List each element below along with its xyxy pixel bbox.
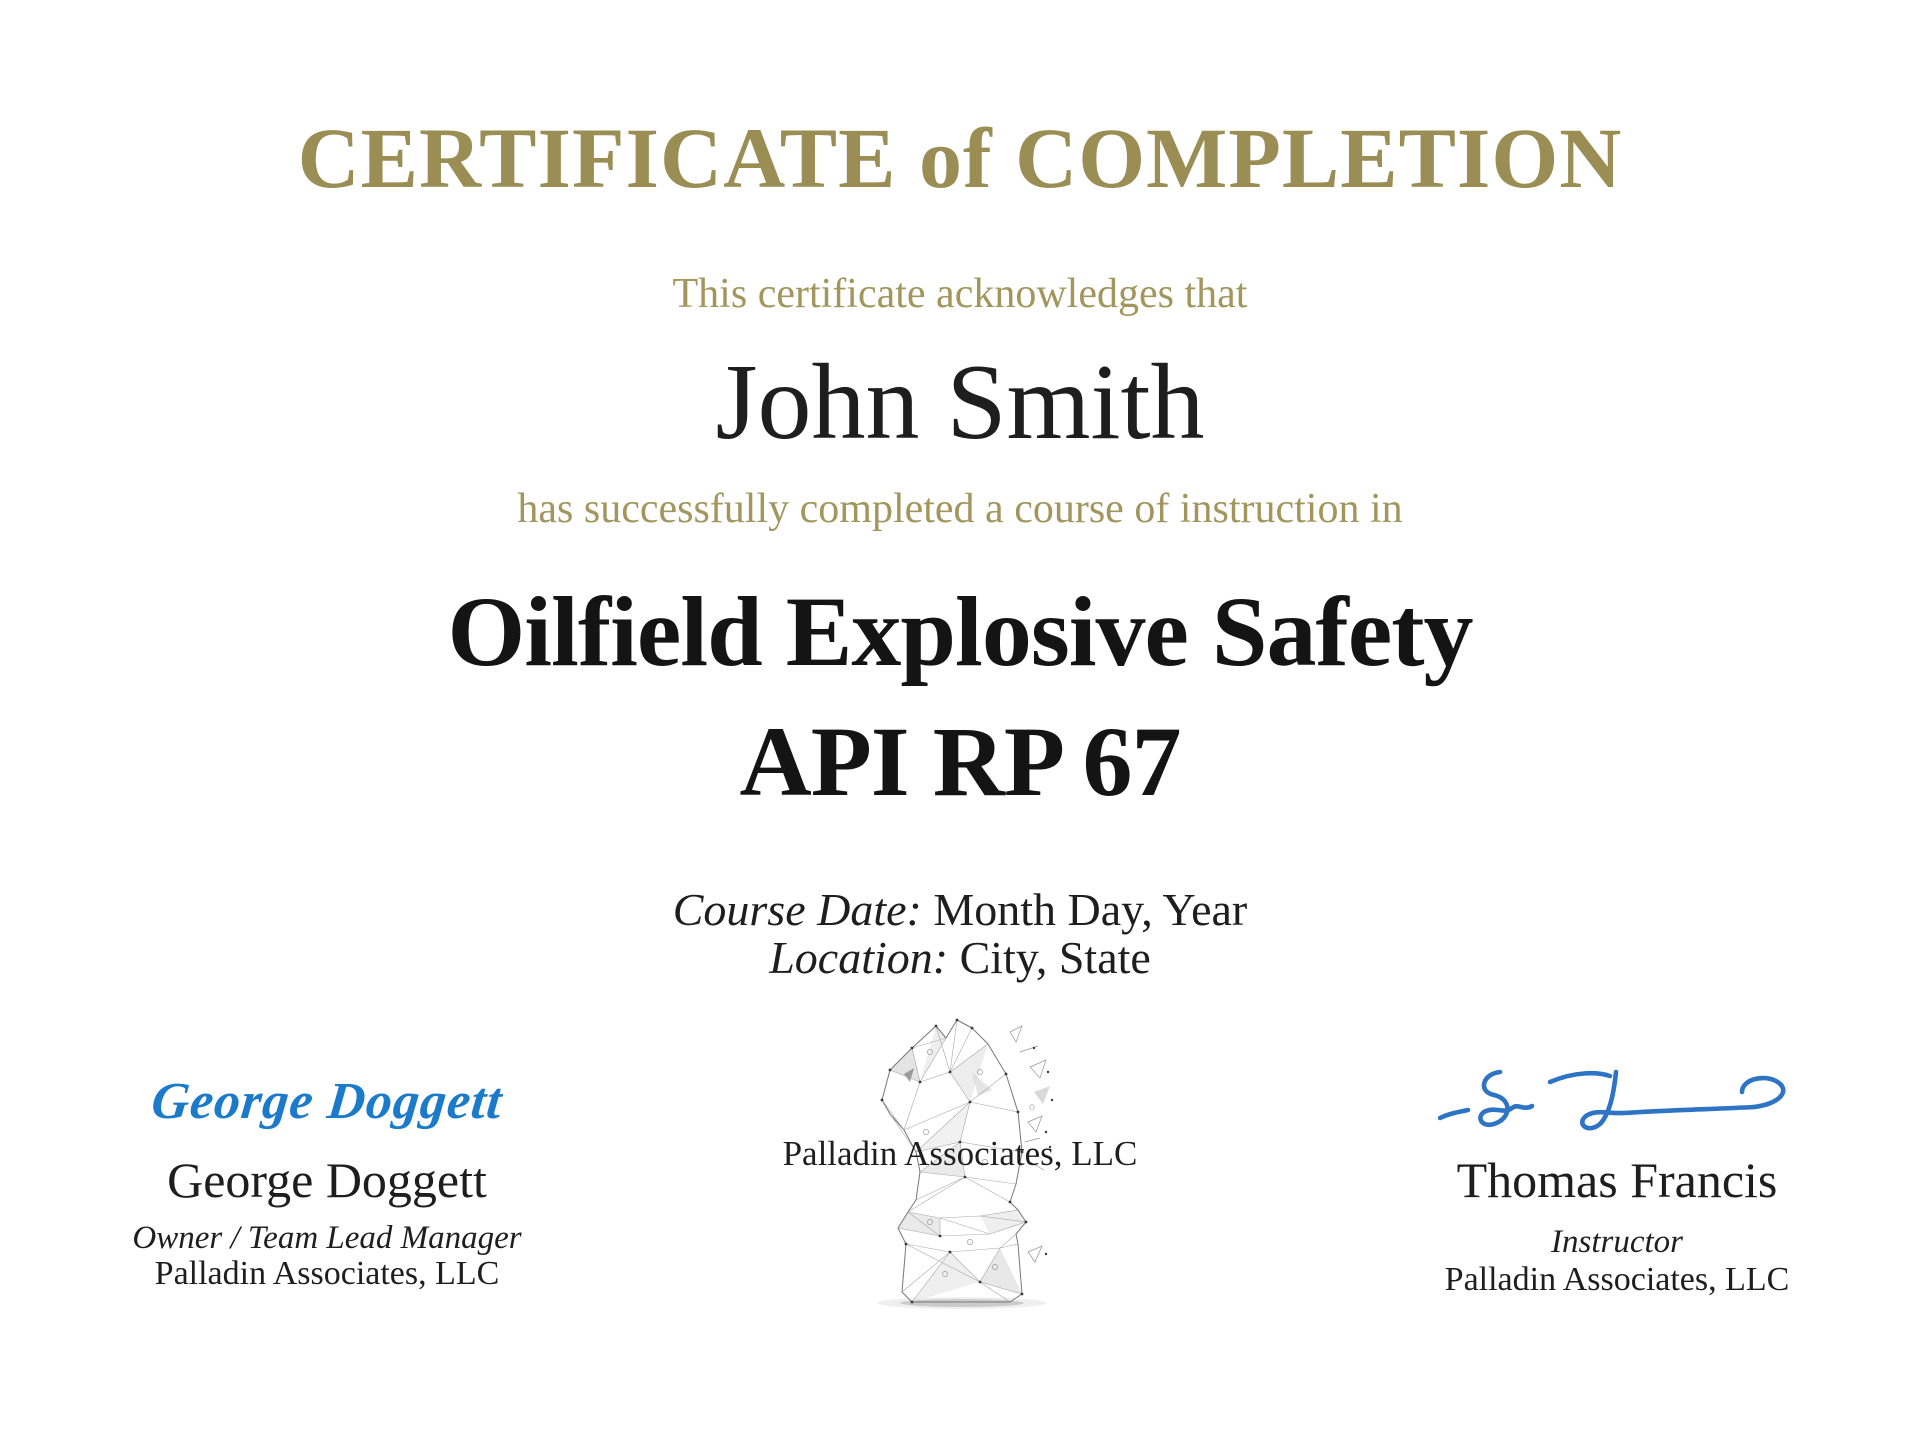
thomas-francis-signature: [1438, 1062, 1798, 1142]
course-date-line: [0, 884, 1920, 935]
left-signatory-role: Owner / Team Lead Manager: [132, 1220, 522, 1256]
course-title-line2: API RP 67: [739, 706, 1181, 817]
course-date-label: Course Date:: [672, 884, 922, 935]
right-signatory-name: Thomas Francis: [1456, 1152, 1778, 1208]
location-line: [0, 932, 1920, 983]
course-date-value: Month Day, Year: [921, 884, 1248, 935]
handwritten-signature-icon: [1438, 1062, 1798, 1142]
location-label: Location:: [769, 932, 949, 983]
statement-text: has successfully completed a course of instruction in: [517, 486, 1403, 532]
logo-company-label: Palladin Associates, LLC: [782, 1134, 1138, 1173]
location-value: City, State: [948, 932, 1151, 983]
right-signatory-role: Instructor: [1551, 1224, 1683, 1260]
recipient-name: John Smith: [715, 343, 1205, 462]
intro-text: This certificate acknowledges that: [672, 271, 1248, 317]
left-signatory-company: Palladin Associates, LLC: [154, 1255, 500, 1292]
left-signatory-name: George Doggett: [167, 1152, 487, 1208]
right-signatory-company: Palladin Associates, LLC: [1444, 1261, 1790, 1298]
certificate-title: CERTIFICATE of COMPLETION: [297, 110, 1623, 206]
course-title-line1: Oilfield Explosive Safety: [447, 576, 1473, 687]
george-doggett-signature: George Doggett: [148, 1073, 506, 1130]
